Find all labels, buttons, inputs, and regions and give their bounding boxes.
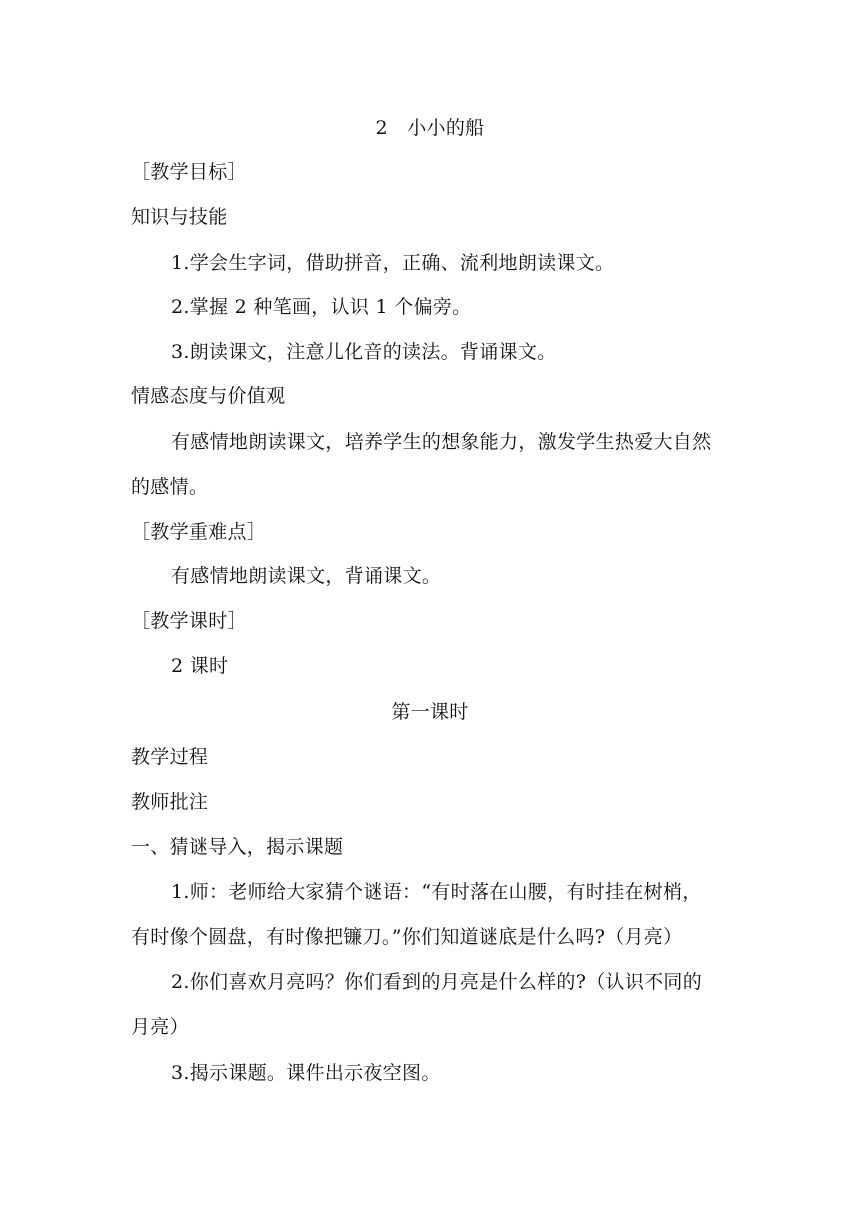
class-hours-heading: ［教学课时］: [131, 610, 247, 632]
attitude-values-heading: 情感态度与价值观: [131, 385, 286, 407]
step2-line2: 月亮）: [131, 1016, 189, 1038]
attitude-values-text-line1: 有感情地朗读课文，培养学生的想象能力，激发学生热爱大自然: [171, 431, 712, 453]
lesson-title: 2 小小的船: [375, 117, 485, 139]
goal-item-1: 1.学会生字词，借助拼音，正确、流利地朗读课文。: [171, 252, 615, 274]
teaching-goals-heading: ［教学目标］: [131, 161, 247, 183]
knowledge-skills-heading: 知识与技能: [131, 206, 228, 228]
attitude-values-text-line2: 的感情。: [131, 476, 209, 498]
step1-line1: 1.师：老师给大家猜个谜语：“有时落在山腰，有时挂在树梢，: [171, 881, 702, 903]
key-difficulties-text: 有感情地朗读课文，背诵课文。: [171, 565, 442, 587]
step3: 3.揭示课题。课件出示夜空图。: [171, 1062, 441, 1084]
goal-item-3: 3.朗读课文，注意儿化音的读法。背诵课文。: [171, 341, 557, 363]
section1-heading: 一、猜谜导入，揭示课题: [131, 836, 344, 858]
class-hours-text: 2 课时: [171, 655, 229, 677]
step1-line2: 有时像个圆盘，有时像把镰刀。”你们知道谜底是什么吗?（月亮）: [131, 926, 683, 948]
key-difficulties-heading: ［教学重难点］: [131, 521, 267, 543]
step2-line1: 2.你们喜欢月亮吗？你们看到的月亮是什么样的?（认识不同的: [171, 971, 703, 993]
process-label: 教学过程: [131, 746, 209, 768]
goal-item-2: 2.掌握 2 种笔画，认识 1 个偏旁。: [171, 296, 472, 318]
lesson-one-title: 第一课时: [391, 701, 469, 723]
notes-label: 教师批注: [131, 791, 209, 813]
